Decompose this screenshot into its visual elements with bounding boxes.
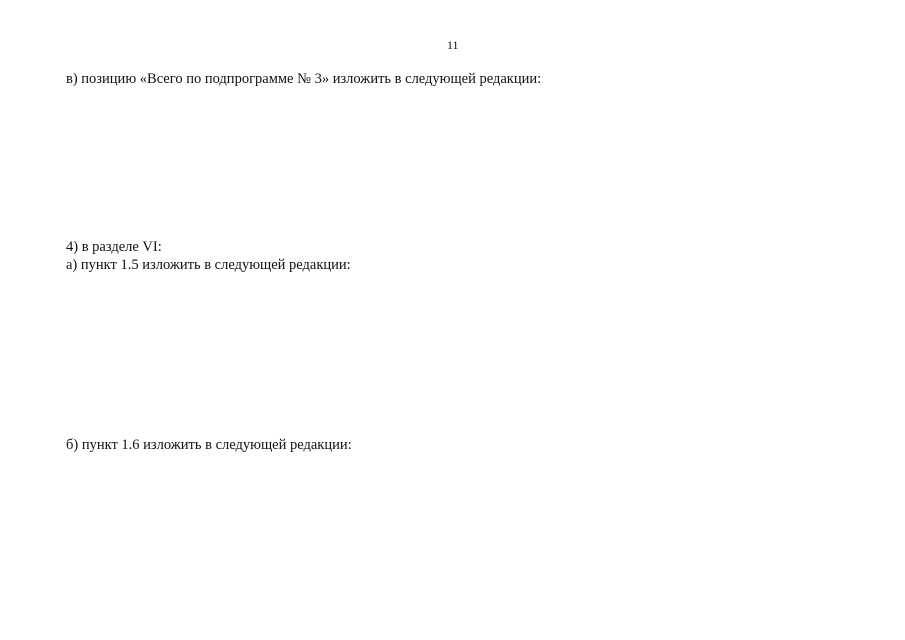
heading-position-total: в) позицию «Всего по подпрограмме № 3» изложить в следующей редакции: bbox=[66, 71, 542, 87]
heading-point-1-5: а) пункт 1.5 изложить в следующей редакции: bbox=[66, 257, 351, 273]
heading-point-1-6: б) пункт 1.6 изложить в следующей редакции: bbox=[66, 437, 352, 453]
page-number: 11 bbox=[447, 38, 459, 52]
heading-section-vi: 4) в разделе VI: bbox=[66, 239, 162, 255]
